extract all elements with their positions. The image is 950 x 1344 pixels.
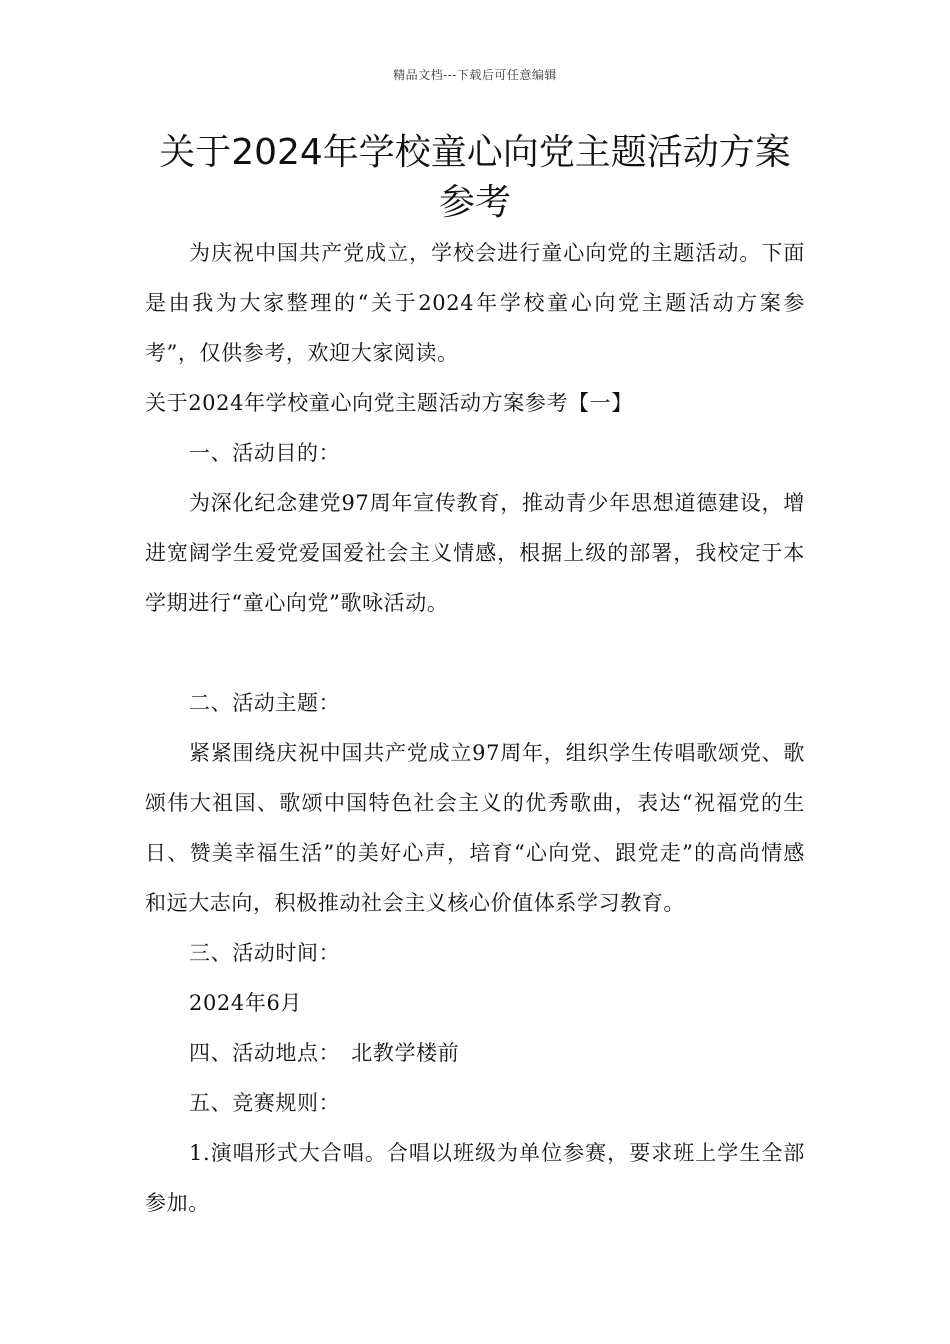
blank-line [145, 628, 805, 678]
heading-time: 三、活动时间： [189, 941, 341, 965]
heading-theme: 二、活动主题： [189, 691, 341, 715]
heading-location: 四、活动地点： 北教学楼前 [189, 1041, 460, 1065]
paragraph-time: 2024年6月 [189, 991, 303, 1015]
paragraph-theme: 紧紧围绕庆祝中国共产党成立97周年，组织学生传唱歌颂党、歌颂伟大祖国、歌颂中国特色社会主义的优秀歌曲，表达“祝福党的生日、赞美幸福生活”的美好心声，培育“心向党、跟党走”的高尚情感和远大志向，积极推动社会主义核心价值体系学习教育。 [145, 741, 805, 915]
paragraph-purpose: 为深化纪念建党97周年宣传教育，推动青少年思想道德建设，增进宽阔学生爱党爱国爱社会主义情感，根据上级的部署，我校定于本学期进行“童心向党”歌咏活动。 [145, 491, 805, 615]
header-note: 精品文档---下载后可任意编辑 [393, 68, 557, 82]
intro-paragraph: 为庆祝中国共产党成立，学校会进行童心向党的主题活动。下面是由我为大家整理的“关于2024年学校童心向党主题活动方案参考”，仅供参考，欢迎大家阅读。 [145, 241, 805, 365]
section-title: 关于2024年学校童心向党主题活动方案参考【一】 [145, 391, 633, 415]
document-body [145, 228, 805, 1228]
heading-rules: 五、竞赛规则： [189, 1091, 341, 1115]
document-title: 关于2024年学校童心向党主题活动方案参考 [159, 132, 791, 223]
paragraph-rules: 1.演唱形式大合唱。合唱以班级为单位参赛，要求班上学生全部参加。 [145, 1141, 805, 1215]
heading-purpose: 一、活动目的： [189, 441, 341, 465]
